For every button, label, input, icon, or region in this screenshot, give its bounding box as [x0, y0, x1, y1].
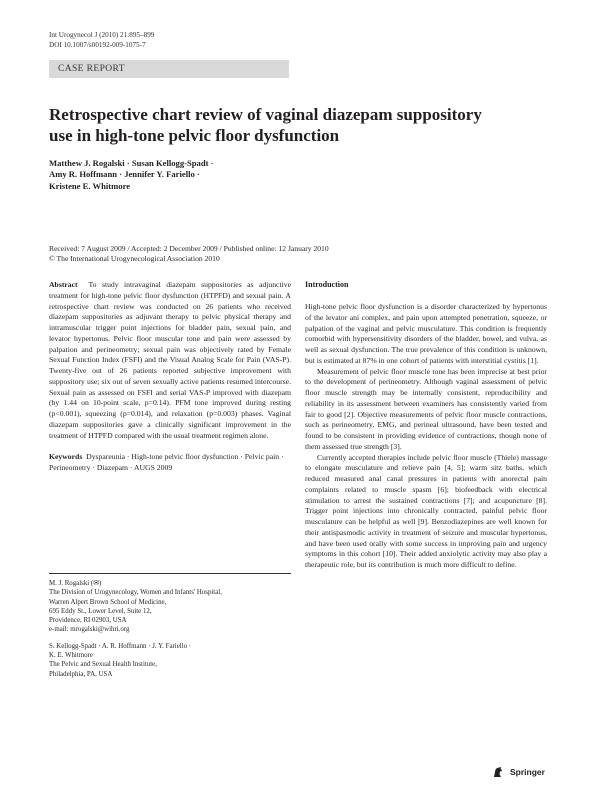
affil-line: Warren Alpert Brown School of Medicine,	[49, 598, 167, 606]
abstract	[49, 280, 291, 441]
affiliations	[49, 579, 291, 679]
authors-line-1: Matthew J. Rogalski · Susan Kellogg-Spadt ·	[49, 158, 214, 168]
publisher-name: Springer	[510, 767, 545, 778]
affil-line: The Division of Urogynecology, Women and Infants' Hospital,	[49, 589, 222, 597]
publication-dates	[49, 244, 549, 264]
affil-line: Philadelphia, PA, USA	[49, 670, 113, 678]
intro-paragraph-1: High-tone pelvic floor dysfunction is a disorder characterized by hypertonus of the levator ani complex, and pain upon attempted penetration, squeeze, or palpation of the vaginal and pelvic musculature. This condition is frequently comorbid with hypersensitivity disorders of the bladder, bowel, and vulva, as well as sexual dysfunction. The true prevalence of this condition is unknown, but is estimated at 87% in one cohort of patients with interstitial cystitis [1].	[305, 302, 547, 365]
authors-line-3: Kristene E. Whitmore	[49, 180, 131, 191]
abstract-label: Abstract	[49, 280, 78, 289]
doi: DOI 10.1007/s00192-009-1075-7	[49, 41, 146, 49]
journal-citation: Int Urogynecol J (2010) 21:895–899	[49, 31, 155, 39]
affil-line: S. Kellogg-Spadt · A. R. Hoffmann · J. Y. Fariello ·	[49, 642, 192, 650]
affil-line: 695 Eddy St., Lower Level, Suite 12,	[49, 607, 152, 615]
journal-header	[49, 30, 154, 50]
article-type-label: CASE REPORT	[58, 64, 125, 74]
abstract-text: To study intravaginal diazepam suppositories as adjunctive treatment for high-tone pelvic floor dysfunction (HTPFD) and sexual pain. A retrospective chart review was conducted on 26 patients who received diazepam suppositories as adjuvant therapy to pelvic physical therapy and intramuscular trigger point injections for bladder pain, sexual pain, and levator hypertonus. Pelvic floor muscular tone and pain were assessed by palpation and perineometry; sexual pain was objectively rated by Female Sexual Function Index (FSFI) and the Visual Analog Scale for Pain (VAS-P). Twenty-five out of 26 patients reported subjective improvement with suppository use; six out of seven sexually active patients resumed intercourse. Sexual pain as assessed on FSFI and serial VAS-P improved with diazepam (by 1.44 on 10-point scale, p=0.14). PFM tone improved during resting (p<0.001), squeezing (p=0.014), and relaxation (p=0.003) phases. Vaginal diazepam suppositories gave a clinically significant improvement in the treatment of HTPFD compared with the usual treatment regimen alone.	[49, 280, 291, 440]
intro-paragraph-2: Measurement of pelvic floor muscle tone has been imprecise at best prior to the development of perineometry. Although vaginal assessment of pelvic floor muscle strength may be internally consistent, reproducibility and reliability in its assessment between examiners has consistently varied from fair to good [2]. Objective measurements of pelvic floor muscle contractions, such as perineometry, EMG, and perineal ultrasound, have been tested and found to be consistent in providing evidence of contractions, though none of them assessed true strength [3].	[305, 366, 547, 451]
affil-line: Providence, RI 02903, USA	[49, 617, 127, 625]
intro-paragraph-3: Currently accepted therapies include pelvic floor muscle (Thiele) massage to elongate musculature and relieve pain [4, 5]; warm sitz baths, which reduced measured anal canal pressures in patients with anorectal pain complaints related to muscle spasm [6]; biofeedback with electrical stimulation to arrest the sustained contractions [7]; and acupuncture [8]. Trigger point injections into chronically contracted, painful pelvic floor musculature can be helpful as well [9]. Benzodiazepines are well known for their antispasmodic activity in treatment of seizure and muscular hypertonus, and have been used orally with some success in improving pain and urgency symptoms in this cohort [10]. Their added anxiolytic activity may also play a therapeutic role, but its contribution is much more difficult to define.	[305, 452, 547, 569]
affil-line: The Pelvic and Sexual Health Institute,	[49, 661, 157, 669]
publisher-logo	[492, 763, 552, 778]
corresponding-author: M. J. Rogalski (✉)	[49, 580, 102, 587]
left-column	[49, 280, 291, 474]
received-accepted-dates: Received: 7 August 2009 / Accepted: 2 December 2009 / Published online: 12 January 2010	[49, 244, 329, 253]
right-column	[305, 280, 547, 571]
article-title	[49, 104, 549, 146]
title-line-1: Retrospective chart review of vaginal diazepam suppository	[49, 105, 482, 124]
affil-line: K. E. Whitmore	[49, 652, 93, 660]
footnote-divider	[49, 573, 291, 574]
copyright-line: © The International Urogynecological Association 2010	[49, 254, 220, 263]
email-link[interactable]: e-mail: mrogalski@wihri.org	[49, 626, 130, 634]
author-list	[49, 158, 369, 192]
title-line-2: use in high-tone pelvic floor dysfunction	[49, 126, 340, 145]
introduction-heading: Introduction	[305, 280, 349, 289]
case-report-banner	[49, 60, 289, 78]
authors-line-2: Amy R. Hoffmann · Jennifer Y. Fariello ·	[49, 169, 200, 180]
keywords-text: Dyspareunia · High-tone pelvic floor dysfunction · Pelvic pain · Perineometry · Diazepam · AUGS 2009	[49, 452, 284, 472]
springer-horse-icon	[492, 766, 504, 778]
keywords-label: Keywords	[49, 452, 83, 462]
keywords	[49, 452, 291, 474]
